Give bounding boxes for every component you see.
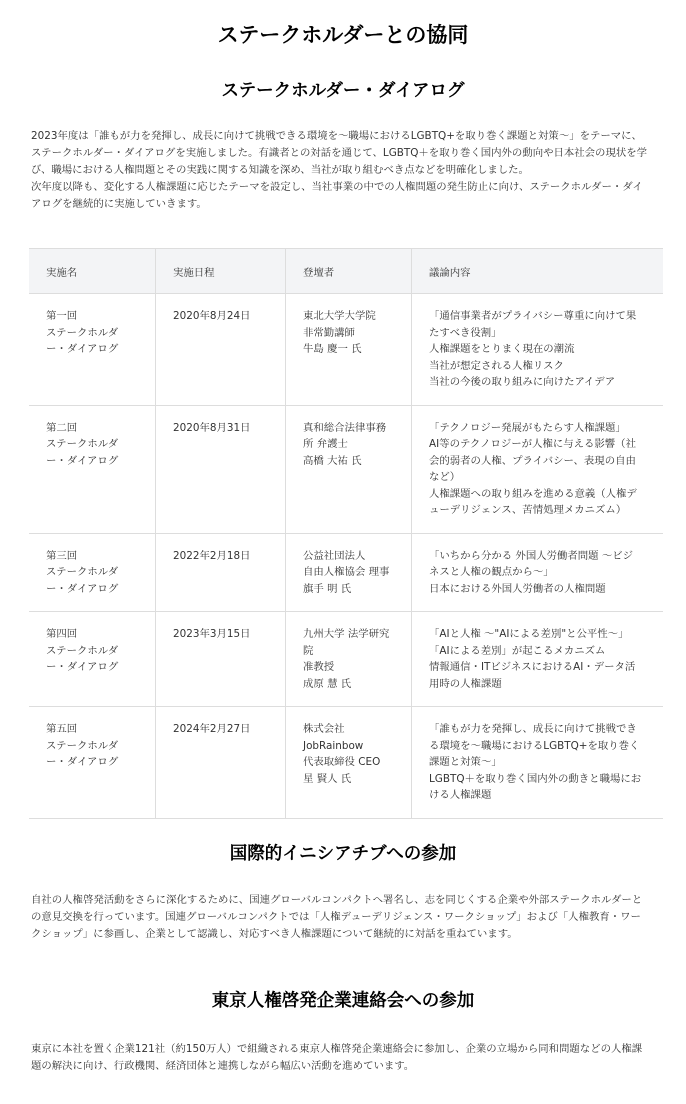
cell-content <box>412 707 664 819</box>
dialog-table <box>29 248 663 819</box>
section-heading-stakeholder-dialog: ステークホルダー・ダイアログ <box>221 81 465 101</box>
cell-content-line: 用時の人権課題 <box>429 677 502 690</box>
table-header-row <box>29 249 663 294</box>
cell-content-line: 当社が想定される人権リスク <box>429 359 564 372</box>
cell-name-line: ー・ダイアログ <box>46 454 119 467</box>
cell-content-line: 「AIによる差別」が起こるメカニズム <box>429 644 606 657</box>
cell-content-line: 人権課題をとりまく現在の潮流 <box>429 343 575 355</box>
paragraph-line: の意見交換を行っています。国連グローバルコンパクトでは「人権デューデリジェンス・ワークショップ」および「人権教育・ワー <box>31 911 641 923</box>
cell-speaker-line: 真和総合法律事務 <box>303 421 387 434</box>
cell-content-line: 「通信事業者がプライバシー尊重に向けて果 <box>429 310 637 322</box>
cell-speaker-line: 九州大学 法学研究 <box>303 628 390 640</box>
cell-name-line: ステークホルダ <box>46 326 119 339</box>
cell-speaker <box>286 707 412 819</box>
cell-content-line: ネスと人権の観点から〜」 <box>429 566 554 578</box>
cell-name-line: ステークホルダ <box>46 438 119 450</box>
cell-speaker <box>286 294 412 406</box>
table-row <box>29 533 663 612</box>
cell-content-line: 「テクノロジー発展がもたらす人権課題」 <box>429 421 626 434</box>
cell-speaker-line: 代表取締役 CEO <box>303 756 381 768</box>
cell-speaker-line: 東北大学大学院 <box>303 310 376 322</box>
cell-name <box>29 294 156 406</box>
cell-speaker <box>286 405 412 533</box>
tokyo-liaison-paragraph <box>31 1041 661 1075</box>
cell-content-line: 課題と対策〜」 <box>429 756 502 768</box>
table-row <box>29 707 663 819</box>
paragraph-line: 東京に本社を置く企業121社（約150万人）で組織される東京人権啓発企業連絡会に参加し、企業の立場から同和問題などの人権課 <box>31 1043 643 1055</box>
paragraph-line: ステークホルダー・ダイアログを実施しました。有識者との対話を通じて、LGBTQ＋を取り巻く国内外の動向や日本社会の現状を学 <box>31 147 648 159</box>
global-initiative-paragraph <box>31 892 661 943</box>
cell-name-line: 第五回 <box>46 723 78 735</box>
cell-name-line: ステークホルダ <box>46 566 119 578</box>
cell-content-line: 会的弱者の人権、プライバシー、表現の自由 <box>429 454 636 467</box>
header-content: 議論内容 <box>412 249 664 294</box>
cell-content <box>412 533 664 612</box>
intro-paragraph <box>31 128 661 213</box>
cell-speaker-line: 株式会社 <box>303 723 345 735</box>
cell-speaker-line: 公益社団法人 <box>303 549 366 562</box>
cell-name <box>29 405 156 533</box>
cell-speaker-line: 非常勤講師 <box>303 326 355 339</box>
cell-name-line: ー・ダイアログ <box>46 582 119 595</box>
table-row <box>29 294 663 406</box>
paragraph-line: 題の解決に向け、行政機関、経済団体と連携しながら幅広い活動を進めています。 <box>31 1060 415 1072</box>
cell-date: 2023年3月15日 <box>156 612 286 707</box>
cell-speaker <box>286 533 412 612</box>
cell-content-line: たすべき役割」 <box>429 326 502 339</box>
paragraph-line: び、職場における人権問題とその実践に関する知識を深め、当社が取り組むべき点などを明確化しました。 <box>31 164 529 176</box>
cell-content-line: 「誰もが力を発揮し、成長に向けて挑戦でき <box>429 723 637 735</box>
cell-speaker-line: 所 弁護士 <box>303 438 348 450</box>
cell-speaker-line: JobRainbow <box>303 739 364 752</box>
cell-content <box>412 294 664 406</box>
cell-name <box>29 533 156 612</box>
cell-date: 2020年8月31日 <box>156 405 286 533</box>
cell-content-line: ューデリジェンス、苦情処理メカニズム） <box>429 504 627 516</box>
cell-content-line: など） <box>429 471 461 483</box>
cell-content-line: LGBTQ＋を取り巻く国内外の動きと職場にお <box>429 772 642 785</box>
cell-name-line: 第四回 <box>46 628 78 640</box>
cell-content-line: る環境を〜職場におけるLGBTQ+を取り巻く <box>429 739 640 752</box>
cell-name-line: ー・ダイアログ <box>46 661 119 673</box>
section-heading-tokyo-liaison: 東京人権啓発企業連絡会への参加 <box>211 991 475 1011</box>
cell-date: 2020年8月24日 <box>156 294 286 406</box>
paragraph-line: アログを継続的に実施していきます。 <box>31 198 207 210</box>
cell-content-line: 「AIと人権 〜"AIによる差別"と公平性〜」 <box>429 628 629 640</box>
cell-date: 2024年2月27日 <box>156 707 286 819</box>
header-date: 実施日程 <box>156 249 286 294</box>
cell-content-line: AI等のテクノロジーが人権に与える影響（社 <box>429 438 636 450</box>
header-name: 実施名 <box>29 249 156 294</box>
cell-name <box>29 612 156 707</box>
page-title: ステークホルダーとの協同 <box>217 23 469 47</box>
header-speaker: 登壇者 <box>286 249 412 294</box>
cell-date: 2022年2月18日 <box>156 533 286 612</box>
cell-name-line: 第一回 <box>46 310 78 322</box>
cell-speaker-line: 高橋 大祐 氏 <box>303 454 362 467</box>
cell-content-line: 情報通信・ITビジネスにおけるAI・データ活 <box>429 661 636 673</box>
cell-name <box>29 707 156 819</box>
cell-content <box>412 405 664 533</box>
cell-speaker-line: 旗手 明 氏 <box>303 582 352 595</box>
cell-content-line: 日本における外国人労働者の人権問題 <box>429 582 606 595</box>
cell-name-line: ー・ダイアログ <box>46 756 119 768</box>
paragraph-line: クショップ」に参画し、企業として認識し、対応すべき人権課題について継続的に対話を重ねています。 <box>31 928 518 940</box>
paragraph-line: 2023年度は「誰もが力を発揮し、成長に向けて挑戦できる環境を〜職場におけるLGBTQ+を取り巻く課題と対策〜」をテーマに、 <box>31 130 642 142</box>
cell-name-line: ー・ダイアログ <box>46 343 119 355</box>
cell-speaker-line: 成原 慧 氏 <box>303 677 352 690</box>
table-row <box>29 612 663 707</box>
cell-speaker-line: 准教授 <box>303 661 335 673</box>
table-row <box>29 405 663 533</box>
cell-name-line: 第二回 <box>46 421 78 434</box>
cell-speaker-line: 院 <box>303 644 314 657</box>
cell-speaker-line: 牛島 慶一 氏 <box>303 343 362 355</box>
cell-speaker-line: 星 賢人 氏 <box>303 772 352 785</box>
section-heading-global-initiative: 国際的イニシアチブへの参加 <box>229 844 457 864</box>
cell-content <box>412 612 664 707</box>
paragraph-line: 次年度以降も、変化する人権課題に応じたテーマを設定し、当社事業の中での人権問題の発生防止に向け、ステークホルダー・ダイ <box>31 181 643 193</box>
cell-name-line: 第三回 <box>46 549 78 562</box>
cell-content-line: 「いちから分かる 外国人労働者問題 〜ビジ <box>429 549 634 562</box>
cell-name-line: ステークホルダ <box>46 739 119 752</box>
cell-name-line: ステークホルダ <box>46 644 119 657</box>
paragraph-line: 自社の人権啓発活動をさらに深化するために、国連グローバルコンパクトへ署名し、志を同じくする企業や外部ステークホルダーと <box>31 894 643 906</box>
cell-content-line: ける人権課題 <box>429 789 492 801</box>
cell-content-line: 人権課題への取り組みを進める意義（人権デ <box>429 487 637 500</box>
cell-content-line: 当社の今後の取り組みに向けたアイデア <box>429 376 616 388</box>
cell-speaker <box>286 612 412 707</box>
cell-speaker-line: 自由人権協会 理事 <box>303 566 390 578</box>
